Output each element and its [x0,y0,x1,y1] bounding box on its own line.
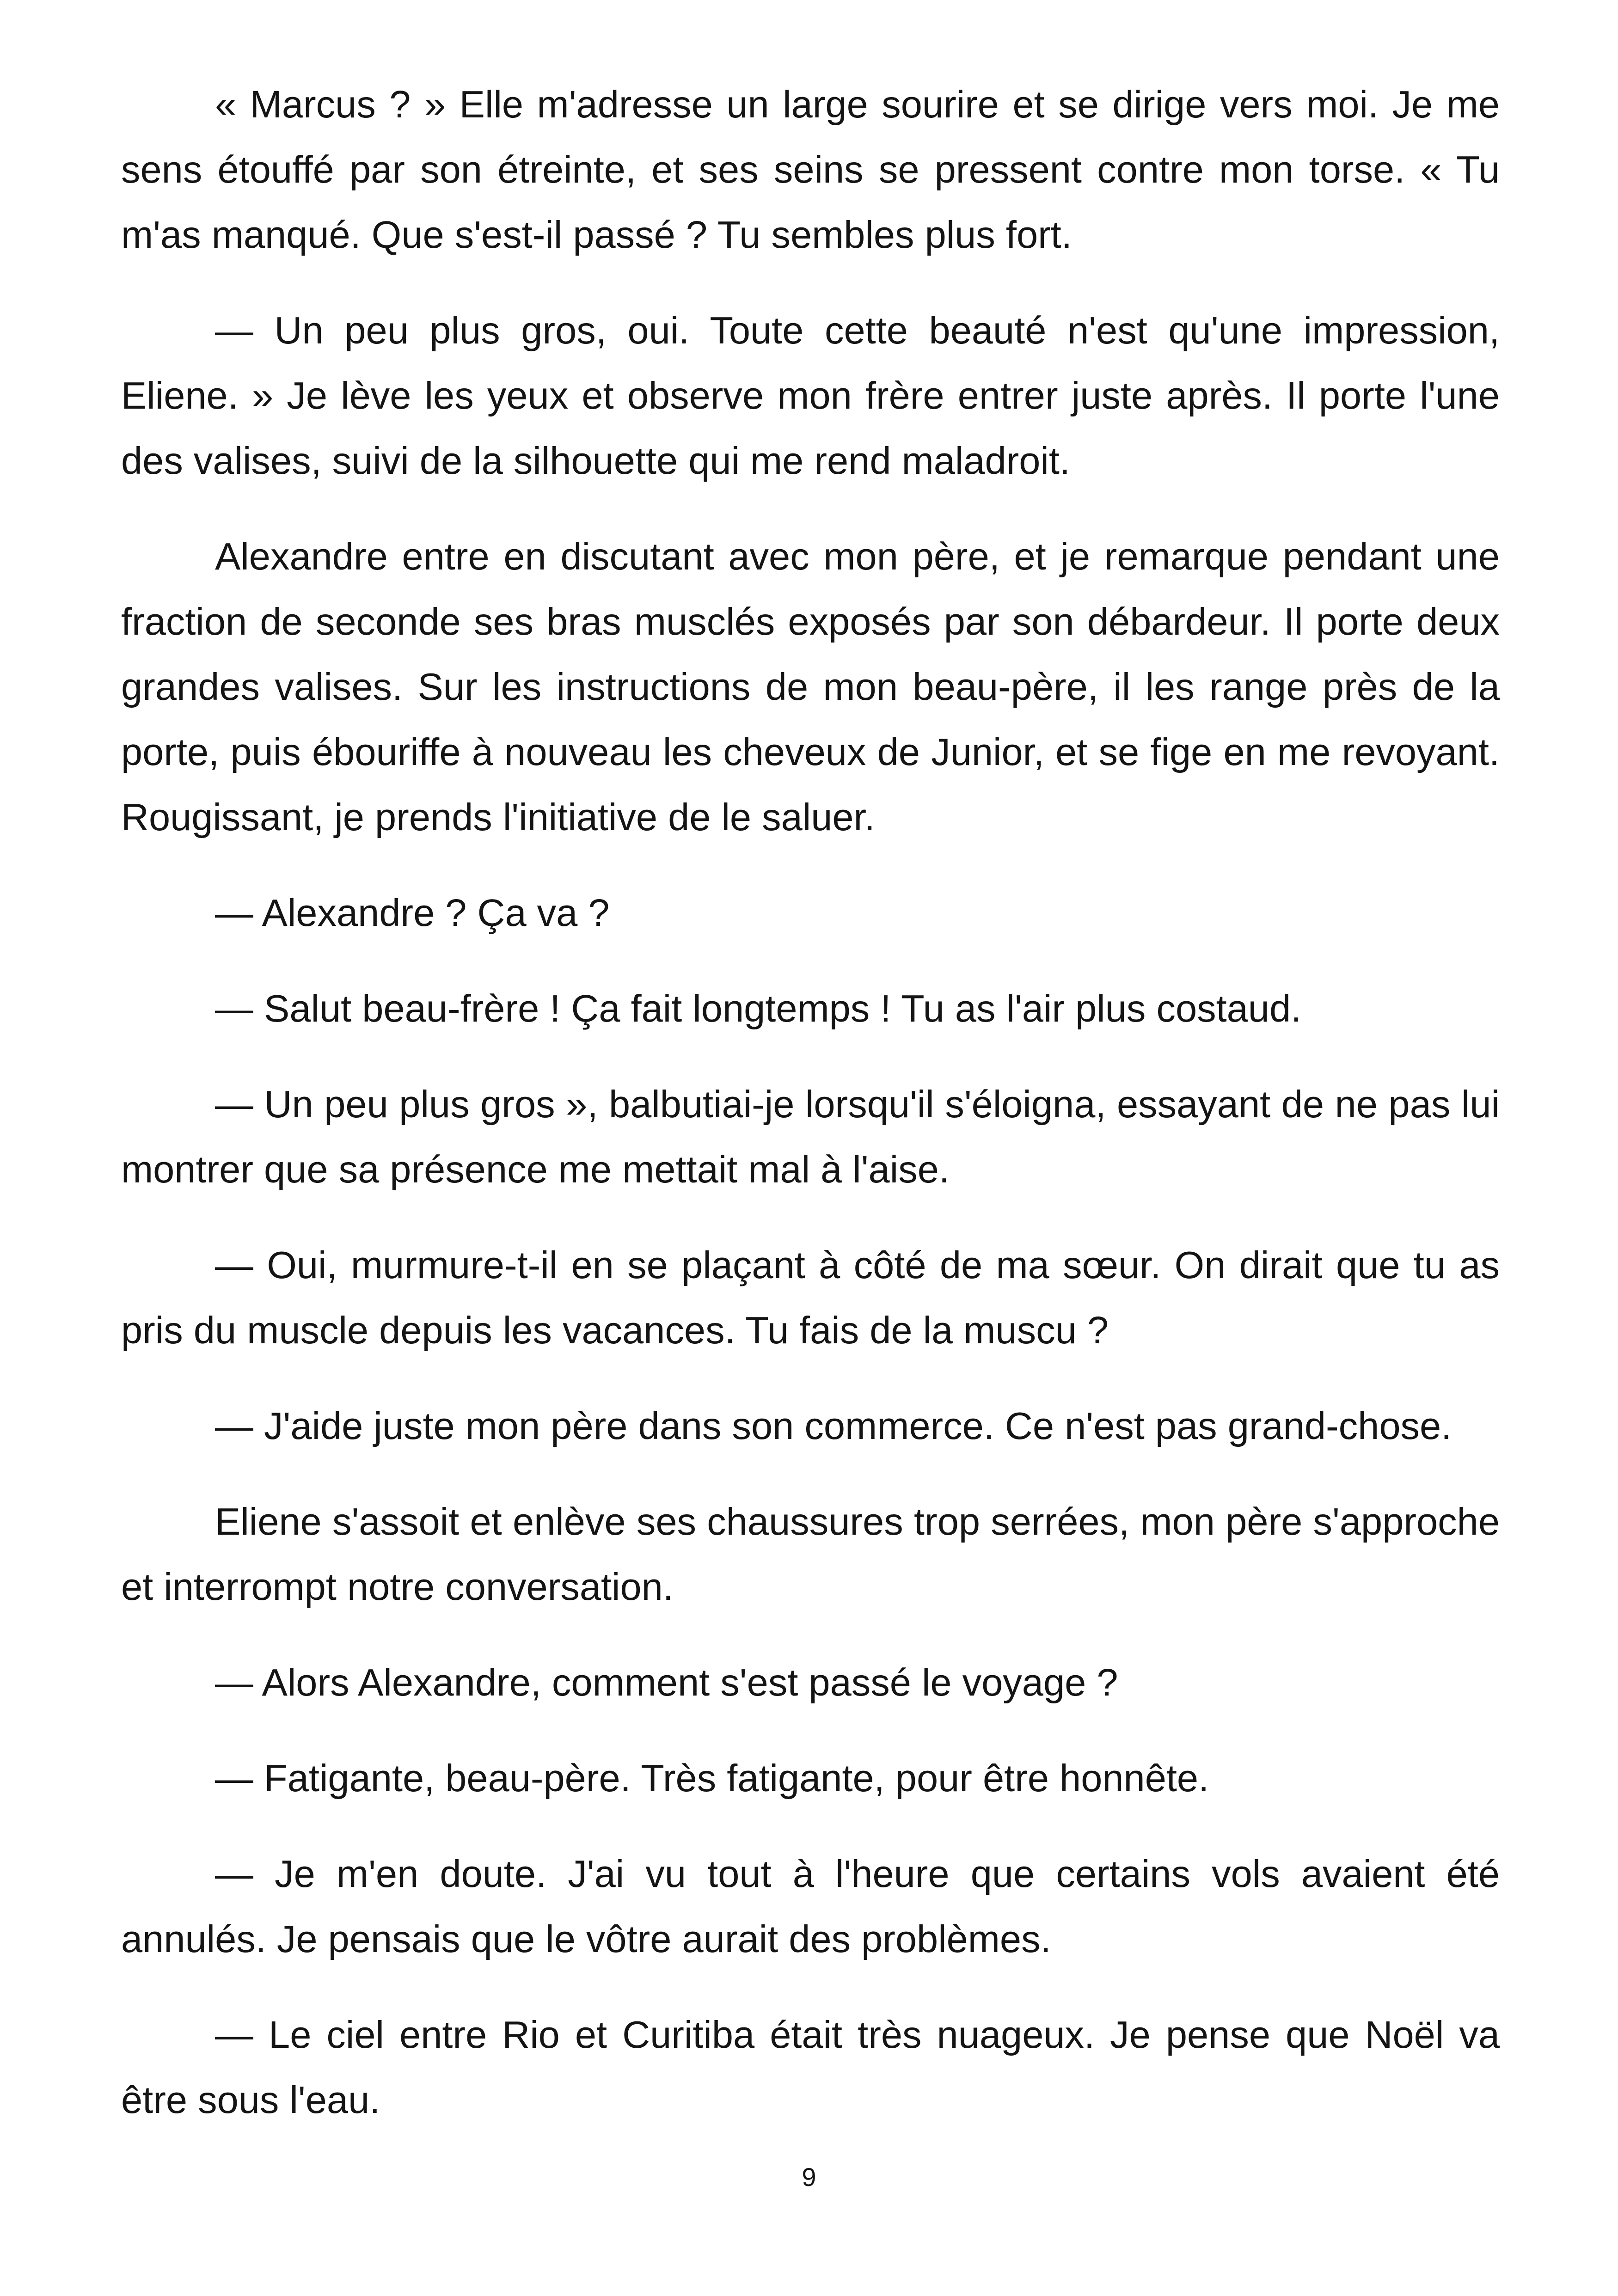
paragraph: — J'aide juste mon père dans son commerce. Ce n'est pas grand-chose. [215,1404,1452,1447]
paragraph: — Un peu plus gros », balbutiai-je lorsqu'il s'éloigna, essayant de ne pas lui montrer que sa présence me mettait mal à l'aise. [121,1083,1500,1191]
paragraph: — Le ciel entre Rio et Curitiba était très nuageux. Je pense que Noël va être sous l'eau. [121,2013,1500,2121]
paragraph: — Alors Alexandre, comment s'est passé le voyage ? [215,1661,1118,1704]
paragraph: — Alexandre ? Ça va ? [215,891,610,934]
paragraph: — Fatigante, beau-père. Très fatigante, pour être honnête. [215,1757,1209,1800]
paragraph: « Marcus ? » Elle m'adresse un large sourire et se dirige vers moi. Je me sens étouffé par son étreinte, et ses seins se pressent contre mon torse. « Tu m'as manqué. Que s'est-il passé ? Tu sembles plus fort. [121,83,1500,256]
paragraph: Eliene s'assoit et enlève ses chaussures trop serrées, mon père s'approche et interrompt notre conversation. [121,1500,1500,1608]
paragraph: Alexandre entre en discutant avec mon père, et je remarque pendant une fraction de seconde ses bras musclés exposés par son débardeur. Il porte deux grandes valises. Sur les instructions de mon beau-père, il les range près de la porte, puis ébouriffe à nouveau les cheveux de Junior, et se fige en me revoyant. Rougissant, je prends l'initiative de le saluer. [121,535,1500,839]
paragraph: — Je m'en doute. J'ai vu tout à l'heure que certains vols avaient été annulés. Je pensais que le vôtre aurait des problèmes. [121,1852,1500,1960]
paragraph: — Salut beau-frère ! Ça fait longtemps ! Tu as l'air plus costaud. [215,987,1302,1030]
paragraph: — Un peu plus gros, oui. Toute cette beauté n'est qu'une impression, Eliene. » Je lève les yeux et observe mon frère entrer juste après. Il porte l'une des valises, suivi de la silhouette qui me rend maladroit. [121,309,1500,482]
page-number: 9 [802,2162,816,2192]
paragraph: — Oui, murmure-t-il en se plaçant à côté de ma sœur. On dirait que tu as pris du muscle depuis les vacances. Tu fais de la muscu ? [121,1243,1500,1352]
body-text [121,72,1500,2163]
